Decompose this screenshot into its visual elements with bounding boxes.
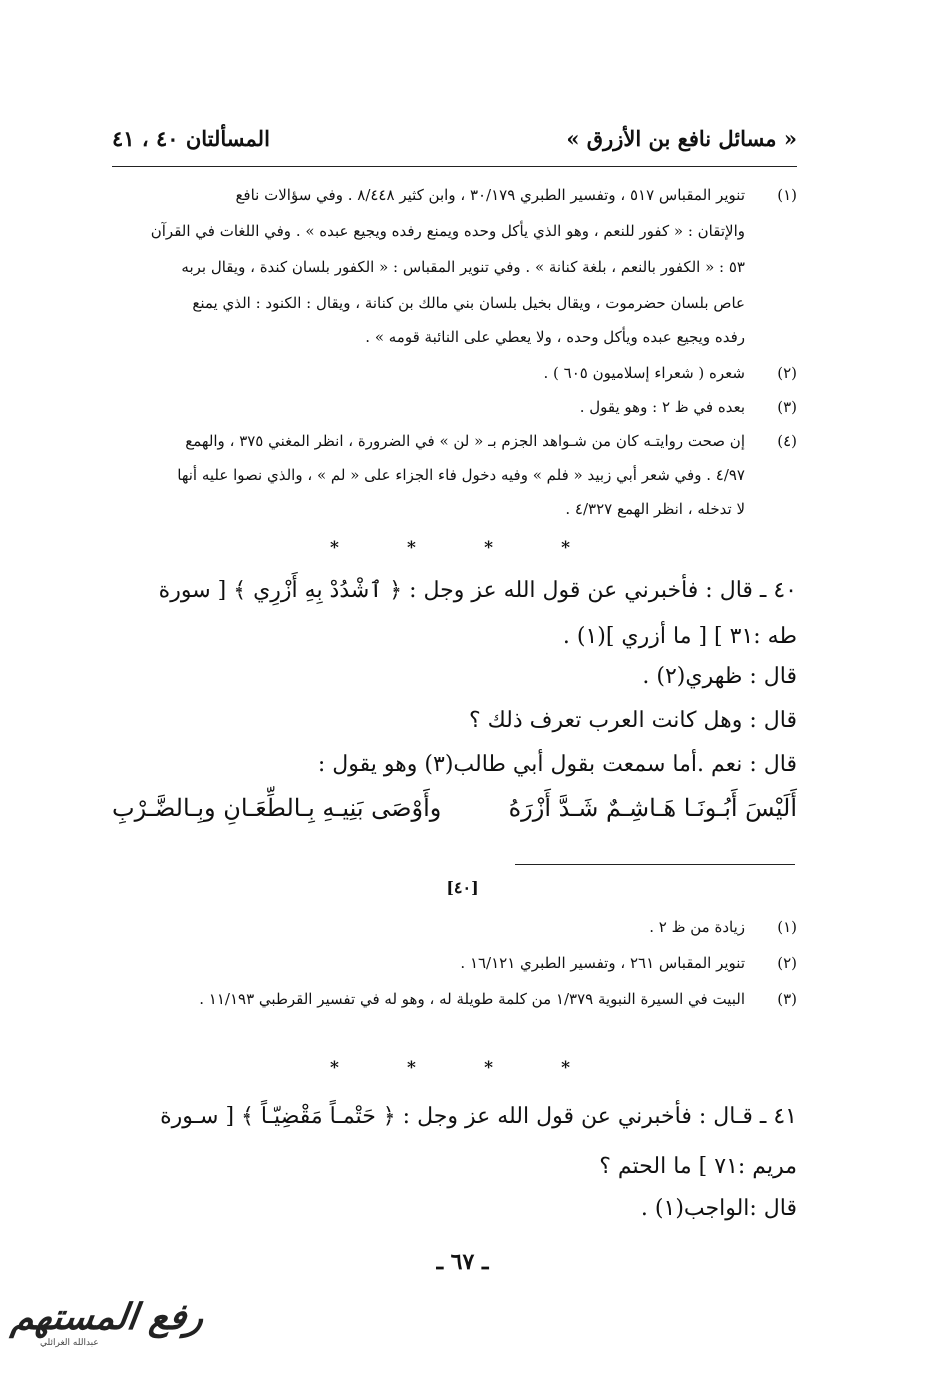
footnote-line: لا تدخله ، انظر الهمع ٤/٣٢٧ . <box>565 500 745 518</box>
footnote-number: (٣) <box>777 398 797 416</box>
watermark-main: رفع المستهم <box>9 1296 207 1338</box>
header-divider <box>112 166 797 167</box>
star-icon: * <box>407 1058 416 1078</box>
footnote-line: زيادة من ظ ٢ . <box>649 918 745 936</box>
answer-line: قال :الواجب(١) . <box>640 1196 797 1221</box>
footnote-line: تنوير المقباس ٢٦١ ، وتفسير الطبري ١٦/١٢١ . <box>460 954 745 972</box>
watermark-logo <box>9 1296 207 1356</box>
question-line: طه :٣١ ] [ ما أزري ](١) . <box>562 624 797 649</box>
footnote-line: تنوير المقباس ٥١٧ ، وتفسير الطبري ٣٠/١٧٩ ، وابن كثير ٨/٤٤٨ . وفي سؤالات نافع <box>235 186 745 204</box>
watermark-sub: عبدالله الغرائلي <box>40 1338 99 1348</box>
footnote-line: ٥٣ : « الكفور بالنعم ، بلغة كنانة » . وفي تنوير المقباس : « الكفور بلسان كندة ، ويقال بربه <box>181 258 745 276</box>
footnote-line: ٤/٩٧ . وفي شعر أبي زبيد « فلم » وفيه دخول فاء الجزاء على « لم » ، والذي نصوا عليه أنها <box>177 466 745 484</box>
star-icon: * <box>407 538 416 558</box>
footnote-line: البيت في السيرة النبوية ١/٣٧٩ من كلمة طويلة له ، وهو له في تفسير القرطبي ١١/١٩٣ . <box>199 990 745 1008</box>
book-title: « مسائل نافع بن الأزرق » <box>566 126 797 151</box>
poem-verse <box>112 794 797 828</box>
question-line: مريم :٧١ ] ما الحتم ؟ <box>599 1154 797 1179</box>
verse-first-hemistich: أَلَيْسَ أَبُـونَـا هَـاشِـمٌ شَـدَّ أَزْرَهُ <box>508 794 797 822</box>
section-title: المسألتان ٤٠ ، ٤١ <box>112 126 270 151</box>
footnote-divider <box>515 864 795 865</box>
answer-line: قال : نعم .أما سمعت بقول أبي طالب(٣) وهو يقول : <box>317 752 797 777</box>
section-separator <box>330 1058 570 1078</box>
footnote-line: إن صحت روايتـه كان من شـواهد الجزم بـ « لن » في الضرورة ، انظر المغني ٣٧٥ ، والهمع <box>185 432 745 450</box>
footnote-number: (١) <box>777 918 797 936</box>
question-line: ٤١ ـ قـال : فأخبرني عن قول الله عز وجل : ﴿ حَتْمـاً مَقْضِيّـاً ﴾ [ سـورة <box>160 1104 797 1129</box>
running-header <box>112 126 797 160</box>
page-number: ـ ٦٧ ـ <box>436 1249 489 1275</box>
star-icon: * <box>484 1058 493 1078</box>
star-icon: * <box>561 538 570 558</box>
footnote-number: (٢) <box>777 954 797 972</box>
footnote-section-label: [٤٠] <box>446 878 479 897</box>
footnote-number: (٢) <box>777 364 797 382</box>
question-line: قال : وهل كانت العرب تعرف ذلك ؟ <box>468 708 797 733</box>
star-icon: * <box>561 1058 570 1078</box>
footnote-line: عاص بلسان حضرموت ، ويقال بخيل بلسان بني مالك بن كنانة ، ويقال : الكنود : الذي يمنع <box>192 294 745 312</box>
footnote-line: بعده في ظ ٢ : وهو يقول . <box>579 398 745 416</box>
answer-line: قال : ظهري(٢) . <box>642 664 797 689</box>
footnote-number: (١) <box>777 186 797 204</box>
star-icon: * <box>330 538 339 558</box>
footnote-number: (٣) <box>777 990 797 1008</box>
verse-second-hemistich: وأَوْصَى بَنِيـهِ بِـالطِّعَـانِ وبِـالضَّـرْبِ <box>112 794 442 822</box>
footnote-number: (٤) <box>777 432 797 450</box>
footnote-line: والإتقان : « كفور للنعم ، وهو الذي يأكل وحده ويمنع رفده ويجيع عبده » . وفي اللغات في القرآن <box>150 222 745 240</box>
footnote-line: شعره ( شعراء إسلاميون ٦٠٥ ) . <box>543 364 745 382</box>
star-icon: * <box>330 1058 339 1078</box>
question-line: ٤٠ ـ قال : فأخبرني عن قول الله عز وجل : ﴿ ٱشْدُدْ بِهِ أَزْرِي ﴾ [ سورة <box>158 578 797 603</box>
footnote-line: رفده ويجيع عبده ويأكل وحده ، ولا يعطي على النائبة قومه » . <box>365 328 745 346</box>
star-icon: * <box>484 538 493 558</box>
section-separator <box>330 538 570 558</box>
